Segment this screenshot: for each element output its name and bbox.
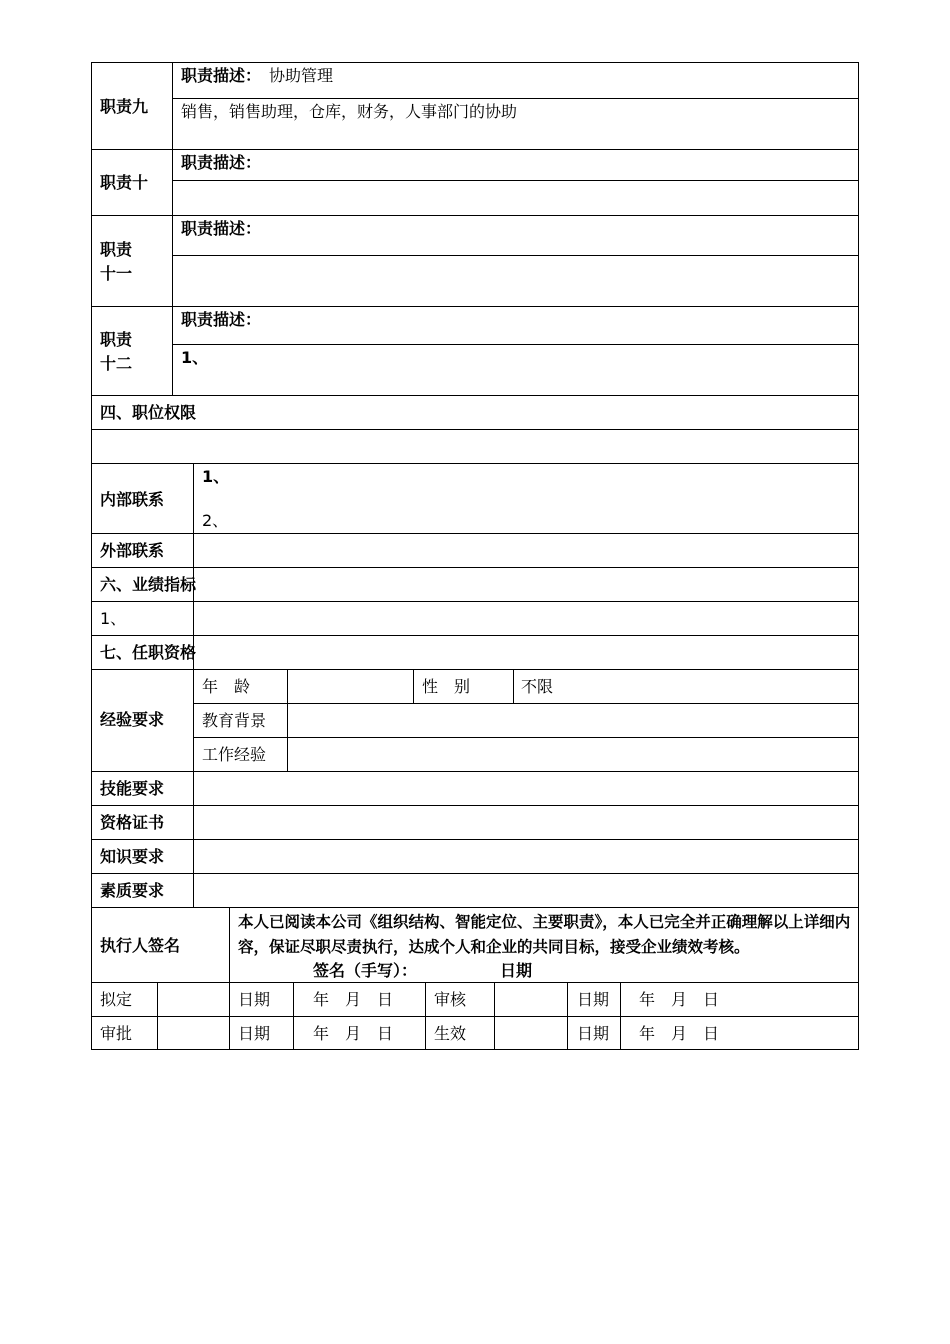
rule [91, 62, 859, 63]
approve-label: 审批 [100, 1024, 133, 1043]
rule [91, 306, 859, 307]
table-border-right [858, 62, 859, 1050]
duty11-label-line1: 职责 [100, 240, 133, 259]
internal-contact-label: 内部联系 [100, 490, 165, 509]
external-contact-label: 外部联系 [100, 541, 165, 560]
rule [172, 180, 859, 181]
section7-title: 七、任职资格 [100, 643, 197, 662]
rule [425, 982, 426, 1049]
effective-ymd: 年 月 日 [639, 1024, 720, 1043]
certificate-label: 资格证书 [100, 813, 165, 832]
rule [91, 982, 859, 983]
rule [91, 395, 859, 396]
rule [91, 601, 859, 602]
rule [91, 533, 859, 534]
draft-label: 拟定 [100, 990, 133, 1009]
rule [172, 98, 859, 99]
rule [620, 982, 621, 1049]
age-label: 年 龄 [202, 677, 251, 696]
rule [567, 982, 568, 1049]
rule [91, 1016, 859, 1017]
rule [91, 873, 859, 874]
rule [229, 907, 230, 1049]
rule [193, 737, 859, 738]
rule [287, 669, 288, 771]
rule [91, 771, 859, 772]
duty12-label-line1: 职责 [100, 330, 133, 349]
duty12-item1: 1、 [181, 348, 209, 367]
duty12-desc-label: 职责描述： [181, 310, 262, 329]
rule [193, 463, 194, 907]
internal-contact-item1: 1、 [202, 467, 230, 486]
review-ymd: 年 月 日 [639, 990, 720, 1009]
duty10-desc-label: 职责描述： [181, 153, 262, 172]
section6-item1: 1、 [100, 609, 127, 628]
knowledge-label: 知识要求 [100, 847, 165, 866]
rule [193, 703, 859, 704]
rule [91, 463, 859, 464]
rule [91, 429, 859, 430]
approve-ymd: 年 月 日 [313, 1024, 394, 1043]
draft-date-label: 日期 [238, 990, 271, 1009]
rule [91, 567, 859, 568]
signature-statement: 本人已阅读本公司《组织结构、智能定位、主要职责》，本人已完全并正确理解以上详细内容，保证尽职尽责执行，达成个人和企业的共同目标，接受企业绩效考核。 [238, 913, 851, 956]
duty11-label-line2: 十一 [100, 264, 133, 283]
gender-label: 性 别 [422, 677, 471, 696]
rule [91, 149, 859, 150]
duty9-desc-label: 职责描述： [181, 66, 262, 85]
rule [494, 982, 495, 1049]
sign-date-label: 日期 [500, 961, 533, 980]
duty11-desc-label: 职责描述： [181, 219, 262, 238]
duty9-label: 职责九 [100, 97, 149, 116]
rule [413, 669, 414, 703]
rule [513, 669, 514, 703]
rule [172, 344, 859, 345]
duty9-content: 销售，销售助理，仓库，财务，人事部门的协助 [181, 102, 518, 121]
internal-contact-item2: 2、 [202, 511, 229, 530]
work-experience-label: 工作经验 [202, 745, 267, 764]
rule [91, 669, 859, 670]
draft-ymd: 年 月 日 [313, 990, 394, 1009]
sign-handwritten-label: 签名（手写）： [313, 961, 418, 980]
rule [293, 982, 294, 1049]
rule [91, 839, 859, 840]
duty12-label-line2: 十二 [100, 354, 133, 373]
duty9-desc-value: 协助管理 [269, 66, 334, 85]
effective-date-label: 日期 [577, 1024, 610, 1043]
review-label: 审核 [434, 990, 467, 1009]
section4-title: 四、职位权限 [100, 403, 197, 422]
education-label: 教育背景 [202, 711, 267, 730]
rule [172, 255, 859, 256]
rule [91, 215, 859, 216]
rule [172, 62, 173, 396]
rule [91, 1049, 859, 1050]
section6-title: 六、业绩指标 [100, 575, 197, 594]
table-border-left [91, 62, 92, 1050]
quality-label: 素质要求 [100, 881, 165, 900]
experience-label: 经验要求 [100, 710, 165, 729]
effective-label: 生效 [434, 1024, 467, 1043]
signer-label: 执行人签名 [100, 936, 181, 955]
gender-value: 不限 [521, 677, 554, 696]
rule [157, 982, 158, 1049]
skill-label: 技能要求 [100, 779, 165, 798]
review-date-label: 日期 [577, 990, 610, 1009]
rule [91, 635, 859, 636]
rule [91, 907, 859, 908]
rule [91, 805, 859, 806]
duty10-label: 职责十 [100, 173, 149, 192]
approve-date-label: 日期 [238, 1024, 271, 1043]
